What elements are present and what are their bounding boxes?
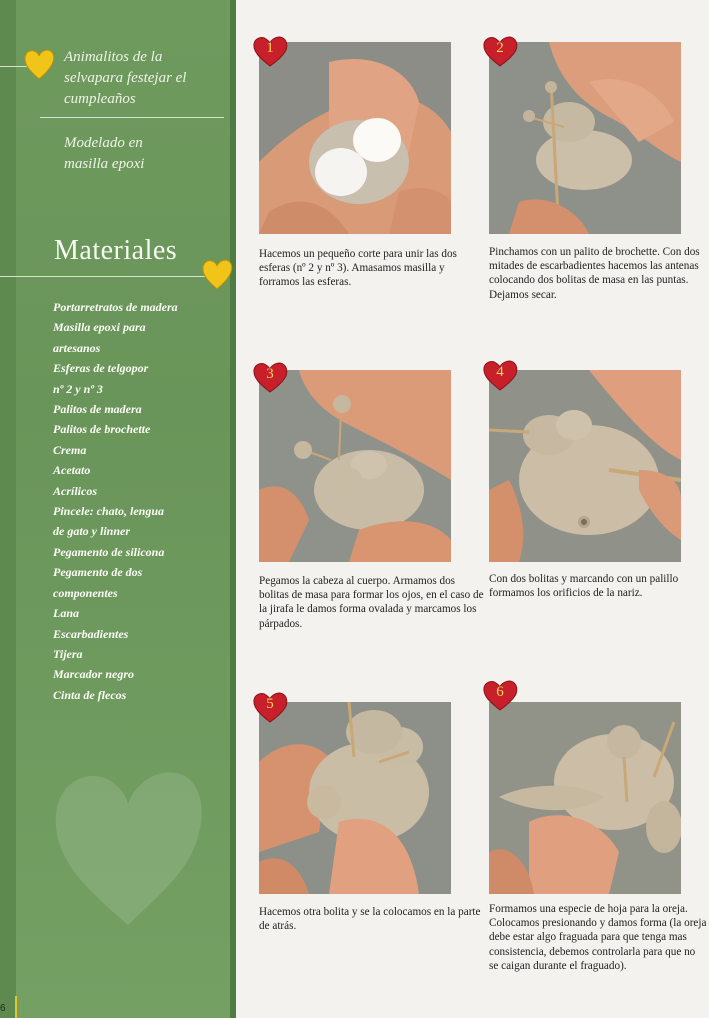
body-on-skewer-image bbox=[489, 42, 681, 234]
material-item: Tijera bbox=[53, 646, 83, 661]
material-item: Palitos de madera bbox=[53, 402, 142, 417]
step-6-text: Formamos una especie de hoja para la oreja. Colocamos presionando y damos forma (la oreja debe estar algo fraguada para que tenga mas consistencia, debemos controlarla para que no se caigan durante el fraguado). bbox=[489, 903, 707, 972]
attaching-head-image bbox=[259, 370, 451, 562]
step-number: 4 bbox=[496, 364, 504, 380]
adding-back-ball-image bbox=[259, 702, 451, 894]
divider bbox=[40, 117, 224, 118]
step-6-photo bbox=[489, 702, 681, 894]
step-2-photo bbox=[489, 42, 681, 234]
step-number: 6 bbox=[496, 684, 504, 700]
step-3-badge bbox=[251, 360, 289, 394]
divider bbox=[0, 276, 212, 277]
material-item: Acetato bbox=[53, 463, 91, 478]
sidebar-edge bbox=[230, 0, 236, 1018]
yellow-heart-icon bbox=[22, 46, 56, 82]
shaping-ear-image bbox=[489, 702, 681, 894]
material-item: Portarretratos de madera bbox=[53, 300, 178, 314]
step-number: 1 bbox=[266, 40, 274, 56]
material-item: Pegamento de silicona bbox=[53, 544, 165, 559]
sidebar bbox=[0, 0, 236, 1018]
material-item: Palitos de brochette bbox=[53, 422, 151, 437]
material-item: Cinta de flecos bbox=[53, 687, 127, 702]
step-5-badge bbox=[251, 690, 289, 724]
material-item: Pegamento de dos bbox=[53, 565, 143, 580]
step-3-photo bbox=[259, 370, 451, 562]
step-number: 5 bbox=[266, 696, 274, 712]
sidebar-stripe bbox=[0, 0, 16, 1018]
materials-list bbox=[53, 297, 218, 705]
step-1-text: Hacemos un pequeño corte para unir las dos esferas (nº 2 y nº 3). Amasamos masilla y forramos las esferas. bbox=[259, 248, 457, 289]
material-item: de gato y linner bbox=[53, 524, 130, 539]
yellow-heart-icon bbox=[200, 256, 234, 292]
step-2-badge bbox=[481, 34, 519, 68]
materials-heading: Materiales bbox=[54, 235, 178, 266]
page-marker bbox=[15, 996, 17, 1018]
material-item: Pincele: chato, lengua bbox=[53, 504, 164, 519]
step-1-badge bbox=[251, 34, 289, 68]
step-5-text: Hacemos otra bolita y se la colocamos en la parte de atrás. bbox=[259, 906, 481, 933]
material-item: Masilla epoxi para bbox=[53, 320, 146, 335]
material-item: Escarbadientes bbox=[53, 626, 129, 641]
step-4-photo bbox=[489, 370, 681, 562]
forming-nose-image bbox=[489, 370, 681, 562]
page-number: 6 bbox=[0, 1003, 6, 1014]
step-5-photo bbox=[259, 702, 451, 894]
material-item: Lana bbox=[53, 606, 80, 621]
step-4-text: Con dos bolitas y marcando con un palillo formamos los orificios de la nariz. bbox=[489, 573, 679, 600]
step-2-text: Pinchamos con un palito de brochette. Con dos mitades de escarbadientes hacemos las antenas colocando dos bolitas de masa en las puntas. Dejamos secar. bbox=[489, 246, 700, 301]
project-title: Animalitos de la selvapara festejar el cumpleaños bbox=[64, 49, 187, 107]
step-1-photo bbox=[259, 42, 451, 234]
technique-label: Modelado en masilla epoxi bbox=[64, 135, 145, 172]
material-item: Acrílicos bbox=[53, 483, 97, 498]
hands-with-foam-spheres-image bbox=[259, 42, 451, 234]
material-item: Marcador negro bbox=[53, 667, 135, 682]
step-3-text: Pegamos la cabeza al cuerpo. Armamos dos bolitas de masa para formar los ojos, en el caso de la jirafa le damos forma ovalada y marcamos los párpados. bbox=[259, 575, 484, 630]
material-item: nº 2 y nº 3 bbox=[53, 381, 103, 396]
step-4-badge bbox=[481, 358, 519, 392]
material-item: Crema bbox=[53, 442, 87, 457]
step-number: 3 bbox=[266, 366, 274, 382]
step-6-badge bbox=[481, 678, 519, 712]
material-item: componentes bbox=[53, 585, 118, 600]
material-item: Esferas de telgopor bbox=[53, 361, 149, 376]
material-item: artesanos bbox=[53, 340, 101, 355]
step-number: 2 bbox=[496, 40, 504, 56]
faint-heart-watermark bbox=[48, 760, 208, 930]
